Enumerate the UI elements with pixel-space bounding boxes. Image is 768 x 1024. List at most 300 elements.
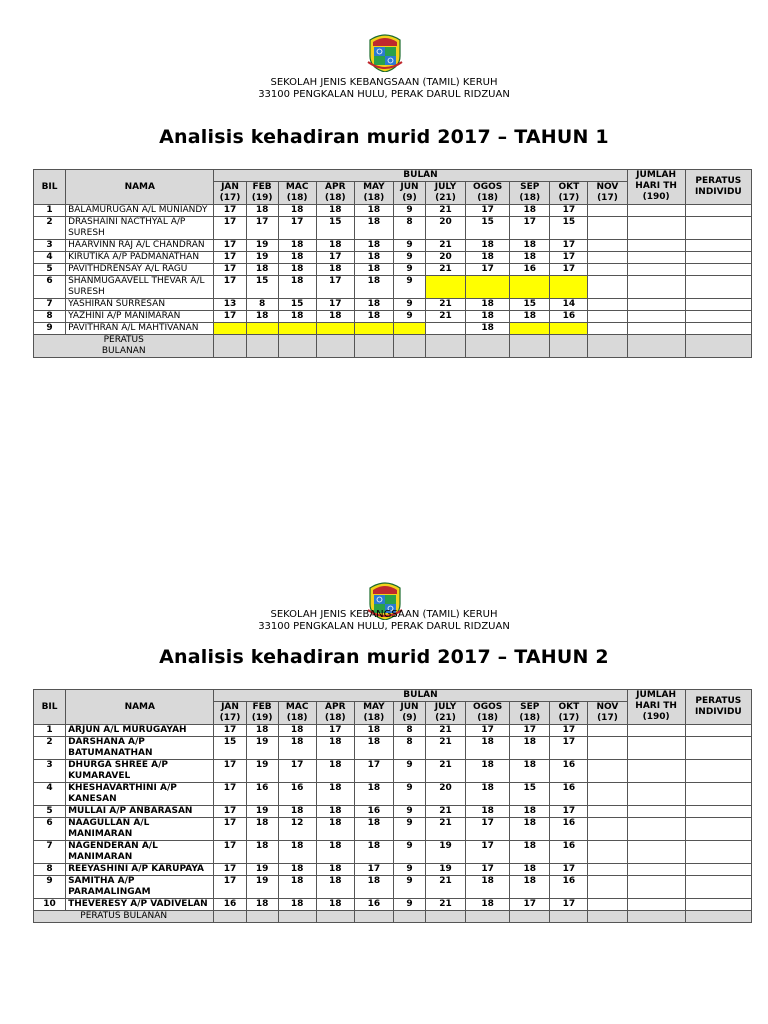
cell-jan: 17	[214, 264, 246, 276]
cell-jun	[393, 323, 425, 335]
cell-mac: 17	[278, 760, 316, 783]
cell-jan: 17	[214, 725, 246, 737]
month-days: (17)	[219, 713, 241, 723]
month-name: FEB	[252, 702, 272, 712]
cell-peratus	[685, 205, 751, 217]
footer-cell	[354, 335, 393, 358]
cell-feb: 18	[246, 264, 278, 276]
row-bil: 6	[34, 276, 66, 299]
cell-nov	[588, 818, 627, 841]
cell-nov	[588, 299, 627, 311]
footer-cell	[466, 911, 510, 923]
cell-jan: 17	[214, 818, 246, 841]
table-row	[34, 864, 752, 876]
cell-jan	[214, 323, 246, 335]
cell-jun: 9	[393, 276, 425, 299]
school-name: SEKOLAH JENIS KEBANGSAAN (TAMIL) KERUH	[270, 77, 498, 88]
cell-apr: 17	[316, 276, 354, 299]
month-days: (18)	[363, 193, 385, 203]
month-name: OGOS	[473, 702, 503, 712]
cell-ogos: 17	[466, 264, 510, 276]
month-name: APR	[325, 702, 346, 712]
footer-cell	[246, 335, 278, 358]
row-name: DARSHANA A/P BATUMANATHAN	[66, 737, 214, 760]
row-bil: 3	[34, 760, 66, 783]
cell-sep: 18	[510, 240, 550, 252]
month-days: (18)	[477, 193, 499, 203]
cell-peratus	[685, 252, 751, 264]
cell-jumlah	[627, 205, 685, 217]
month-header-jun	[393, 702, 425, 725]
cell-nov	[588, 240, 627, 252]
cell-jumlah	[627, 876, 685, 899]
cell-peratus	[685, 841, 751, 864]
cell-feb: 19	[246, 876, 278, 899]
school-address: 33100 PENGKALAN HULU, PERAK DARUL RIDZUAN	[258, 621, 510, 632]
cell-sep: 18	[510, 205, 550, 217]
cell-july	[425, 323, 465, 335]
month-header-may	[354, 182, 393, 205]
cell-mac: 18	[278, 864, 316, 876]
cell-ogos	[466, 276, 510, 299]
footer-row	[34, 335, 752, 358]
cell-jan: 17	[214, 864, 246, 876]
table-row	[34, 876, 752, 899]
cell-okt: 17	[550, 806, 588, 818]
footer-cell	[393, 911, 425, 923]
month-header-nov	[588, 702, 627, 725]
header-bulan: BULAN	[214, 170, 627, 182]
cell-feb: 19	[246, 864, 278, 876]
cell-apr: 18	[316, 806, 354, 818]
cell-july: 19	[425, 841, 465, 864]
footer-cell	[214, 335, 246, 358]
cell-jumlah	[627, 217, 685, 240]
month-days: (17)	[597, 193, 618, 203]
cell-jun: 9	[393, 311, 425, 323]
cell-may: 18	[354, 264, 393, 276]
cell-jun: 8	[393, 725, 425, 737]
peratus-total-cell	[685, 911, 751, 923]
cell-peratus	[685, 737, 751, 760]
cell-nov	[588, 264, 627, 276]
cell-okt	[550, 276, 588, 299]
row-name: MULLAI A/P ANBARASAN	[66, 806, 214, 818]
table-row	[34, 264, 752, 276]
cell-july: 21	[425, 806, 465, 818]
cell-jumlah	[627, 899, 685, 911]
cell-peratus	[685, 217, 751, 240]
footer-cell	[278, 335, 316, 358]
row-bil: 4	[34, 252, 66, 264]
month-days: (19)	[251, 193, 273, 203]
cell-mac: 18	[278, 252, 316, 264]
cell-july: 20	[425, 783, 465, 806]
cell-mac: 18	[278, 240, 316, 252]
cell-jumlah	[627, 841, 685, 864]
peratus-total-cell	[685, 335, 751, 358]
cell-sep: 18	[510, 252, 550, 264]
cell-jumlah	[627, 806, 685, 818]
cell-jan: 17	[214, 240, 246, 252]
row-name: REEYASHINI A/P KARUPAYA	[66, 864, 214, 876]
footer-cell	[510, 335, 550, 358]
cell-jan: 17	[214, 276, 246, 299]
month-name: NOV	[596, 702, 619, 712]
cell-jumlah	[627, 818, 685, 841]
month-header-sep	[510, 702, 550, 725]
cell-jun: 9	[393, 806, 425, 818]
cell-apr: 18	[316, 783, 354, 806]
month-header-jan	[214, 702, 246, 725]
row-bil: 9	[34, 876, 66, 899]
month-days: (18)	[519, 713, 541, 723]
cell-mac: 18	[278, 311, 316, 323]
month-name: OKT	[558, 182, 580, 192]
month-name: MAY	[363, 182, 385, 192]
month-name: FEB	[252, 182, 272, 192]
cell-may	[354, 323, 393, 335]
month-days: (21)	[435, 713, 456, 723]
cell-jan: 17	[214, 783, 246, 806]
table-row	[34, 818, 752, 841]
peratus-bulanan-label: PERATUS BULANAN	[34, 911, 214, 923]
cell-mac: 18	[278, 737, 316, 760]
cell-july: 21	[425, 760, 465, 783]
row-name: NAAGULLAN A/L MANIMARAN	[66, 818, 214, 841]
footer-cell	[466, 335, 510, 358]
month-name: OKT	[558, 702, 580, 712]
cell-ogos: 15	[466, 217, 510, 240]
month-name: APR	[325, 182, 346, 192]
row-name: DHURGA SHREE A/P KUMARAVEL	[66, 760, 214, 783]
cell-sep: 18	[510, 760, 550, 783]
row-bil: 8	[34, 311, 66, 323]
cell-may: 18	[354, 240, 393, 252]
cell-jan: 13	[214, 299, 246, 311]
cell-apr: 18	[316, 760, 354, 783]
row-name: HAARVINN RAJ A/L CHANDRAN	[66, 240, 214, 252]
footer-cell	[214, 911, 246, 923]
month-name: SEP	[520, 702, 540, 712]
cell-okt: 17	[550, 864, 588, 876]
attendance-table-tahun-2	[33, 689, 752, 923]
table-row	[34, 323, 752, 335]
cell-okt: 16	[550, 311, 588, 323]
cell-jan: 16	[214, 899, 246, 911]
cell-nov	[588, 323, 627, 335]
cell-ogos: 18	[466, 323, 510, 335]
cell-apr: 17	[316, 725, 354, 737]
row-name: ARJUN A/L MURUGAYAH	[66, 725, 214, 737]
school-header	[0, 609, 768, 633]
header-jumlah-hari: JUMLAH HARI TH (190)	[627, 690, 685, 725]
cell-peratus	[685, 264, 751, 276]
cell-jumlah	[627, 737, 685, 760]
cell-feb: 15	[246, 276, 278, 299]
cell-may: 18	[354, 841, 393, 864]
cell-peratus	[685, 725, 751, 737]
row-name: YAZHINI A/P MANIMARAN	[66, 311, 214, 323]
month-days: (17)	[558, 713, 580, 723]
month-header-mac	[278, 702, 316, 725]
cell-apr: 18	[316, 864, 354, 876]
cell-may: 18	[354, 737, 393, 760]
cell-jan: 17	[214, 876, 246, 899]
cell-sep: 18	[510, 737, 550, 760]
cell-jan: 17	[214, 252, 246, 264]
cell-feb: 19	[246, 737, 278, 760]
table-row	[34, 783, 752, 806]
school-address: 33100 PENGKALAN HULU, PERAK DARUL RIDZUAN	[258, 89, 510, 100]
cell-jun: 9	[393, 876, 425, 899]
cell-okt: 16	[550, 876, 588, 899]
footer-row	[34, 911, 752, 923]
header-bulan: BULAN	[214, 690, 627, 702]
cell-july	[425, 276, 465, 299]
header-peratus-individu: PERATUS INDIVIDU	[685, 170, 751, 205]
footer-cell	[588, 911, 627, 923]
cell-ogos: 18	[466, 252, 510, 264]
cell-okt: 15	[550, 217, 588, 240]
footer-cell	[246, 911, 278, 923]
cell-peratus	[685, 818, 751, 841]
month-header-mac	[278, 182, 316, 205]
cell-apr: 17	[316, 299, 354, 311]
cell-sep	[510, 276, 550, 299]
peratus-bulanan-label: PERATUS BULANAN	[34, 335, 214, 358]
cell-july: 20	[425, 217, 465, 240]
cell-ogos: 17	[466, 205, 510, 217]
cell-sep: 17	[510, 217, 550, 240]
month-days: (9)	[402, 713, 417, 723]
cell-okt: 17	[550, 252, 588, 264]
row-bil: 10	[34, 899, 66, 911]
month-header-july	[425, 702, 465, 725]
row-bil: 5	[34, 264, 66, 276]
cell-sep: 18	[510, 818, 550, 841]
cell-okt: 17	[550, 725, 588, 737]
month-name: JUN	[400, 182, 419, 192]
cell-sep: 15	[510, 299, 550, 311]
cell-jumlah	[627, 725, 685, 737]
cell-feb: 18	[246, 725, 278, 737]
cell-feb: 16	[246, 783, 278, 806]
footer-cell	[588, 335, 627, 358]
cell-okt: 16	[550, 783, 588, 806]
cell-okt: 17	[550, 264, 588, 276]
cell-okt	[550, 323, 588, 335]
cell-jun: 9	[393, 864, 425, 876]
cell-mac: 15	[278, 299, 316, 311]
cell-mac: 18	[278, 264, 316, 276]
cell-apr: 18	[316, 899, 354, 911]
cell-peratus	[685, 899, 751, 911]
month-header-feb	[246, 702, 278, 725]
month-days: (17)	[219, 193, 241, 203]
cell-apr: 18	[316, 264, 354, 276]
cell-jun: 9	[393, 760, 425, 783]
footer-cell	[425, 911, 465, 923]
row-bil: 1	[34, 205, 66, 217]
cell-july: 21	[425, 311, 465, 323]
cell-may: 18	[354, 205, 393, 217]
cell-peratus	[685, 783, 751, 806]
month-days: (18)	[477, 713, 499, 723]
cell-feb: 19	[246, 252, 278, 264]
attendance-table-tahun-1	[33, 169, 752, 358]
cell-may: 18	[354, 876, 393, 899]
cell-jun: 8	[393, 737, 425, 760]
cell-jun: 8	[393, 217, 425, 240]
month-name: JUN	[400, 702, 419, 712]
table-body	[34, 205, 752, 358]
cell-jun: 9	[393, 818, 425, 841]
cell-peratus	[685, 760, 751, 783]
month-days: (17)	[558, 193, 580, 203]
cell-okt: 17	[550, 899, 588, 911]
cell-jan: 17	[214, 217, 246, 240]
cell-may: 18	[354, 311, 393, 323]
row-name: PAVITHRAN A/L MAHTIVANAN	[66, 323, 214, 335]
cell-sep: 18	[510, 841, 550, 864]
school-header	[0, 77, 768, 101]
month-days: (18)	[519, 193, 541, 203]
cell-apr: 15	[316, 217, 354, 240]
cell-sep: 18	[510, 311, 550, 323]
row-name: SHANMUGAAVELL THEVAR A/L SURESH	[66, 276, 214, 299]
cell-apr: 18	[316, 818, 354, 841]
cell-may: 17	[354, 864, 393, 876]
cell-peratus	[685, 299, 751, 311]
row-bil: 6	[34, 818, 66, 841]
cell-jan: 17	[214, 311, 246, 323]
school-crest-logo	[367, 32, 403, 72]
cell-may: 18	[354, 276, 393, 299]
month-header-may	[354, 702, 393, 725]
cell-jun: 9	[393, 899, 425, 911]
table-row	[34, 737, 752, 760]
cell-july: 19	[425, 864, 465, 876]
cell-okt: 17	[550, 205, 588, 217]
cell-jumlah	[627, 276, 685, 299]
footer-cell	[627, 335, 685, 358]
month-days: (18)	[324, 193, 346, 203]
cell-nov	[588, 276, 627, 299]
cell-sep: 18	[510, 806, 550, 818]
cell-mac: 18	[278, 205, 316, 217]
cell-jun: 9	[393, 252, 425, 264]
cell-july: 21	[425, 899, 465, 911]
cell-sep: 17	[510, 725, 550, 737]
cell-feb: 19	[246, 760, 278, 783]
table-row	[34, 760, 752, 783]
page-title-tahun-2: Analisis kehadiran murid 2017 – TAHUN 2	[159, 646, 609, 668]
cell-nov	[588, 806, 627, 818]
row-name: SAMITHA A/P PARAMALINGAM	[66, 876, 214, 899]
cell-nov	[588, 864, 627, 876]
month-header-okt	[550, 182, 588, 205]
school-name: SEKOLAH JENIS KEBANGSAAN (TAMIL) KERUH	[270, 609, 498, 620]
table-row	[34, 806, 752, 818]
cell-ogos: 18	[466, 240, 510, 252]
cell-peratus	[685, 240, 751, 252]
row-bil: 7	[34, 841, 66, 864]
cell-ogos: 18	[466, 760, 510, 783]
cell-mac	[278, 323, 316, 335]
month-header-feb	[246, 182, 278, 205]
row-bil: 8	[34, 864, 66, 876]
cell-jumlah	[627, 783, 685, 806]
row-bil: 7	[34, 299, 66, 311]
header-nama: NAMA	[66, 170, 214, 205]
cell-peratus	[685, 864, 751, 876]
cell-feb: 19	[246, 806, 278, 818]
row-bil: 4	[34, 783, 66, 806]
month-header-jun	[393, 182, 425, 205]
cell-ogos: 17	[466, 818, 510, 841]
cell-nov	[588, 760, 627, 783]
header-bil: BIL	[34, 690, 66, 725]
cell-nov	[588, 205, 627, 217]
cell-may: 17	[354, 760, 393, 783]
cell-feb: 18	[246, 205, 278, 217]
footer-cell	[278, 911, 316, 923]
month-days: (21)	[435, 193, 456, 203]
cell-jan: 17	[214, 760, 246, 783]
footer-cell	[550, 335, 588, 358]
cell-july: 21	[425, 264, 465, 276]
header-bil: BIL	[34, 170, 66, 205]
footer-cell	[316, 335, 354, 358]
cell-may: 18	[354, 252, 393, 264]
month-header-apr	[316, 182, 354, 205]
table-row	[34, 841, 752, 864]
cell-jumlah	[627, 299, 685, 311]
cell-nov	[588, 252, 627, 264]
cell-ogos: 18	[466, 899, 510, 911]
row-name: BALAMURUGAN A/L MUNIANDY	[66, 205, 214, 217]
cell-feb: 17	[246, 217, 278, 240]
cell-apr: 18	[316, 205, 354, 217]
cell-okt: 17	[550, 737, 588, 760]
cell-jumlah	[627, 311, 685, 323]
cell-nov	[588, 783, 627, 806]
cell-okt: 16	[550, 818, 588, 841]
month-days: (9)	[402, 193, 417, 203]
cell-mac: 12	[278, 818, 316, 841]
cell-okt: 17	[550, 240, 588, 252]
cell-mac: 18	[278, 725, 316, 737]
row-name: KIRUTIKA A/P PADMANATHAN	[66, 252, 214, 264]
row-name: DRASHAINI NACTHYAL A/P SURESH	[66, 217, 214, 240]
header-jumlah-hari: JUMLAH HARI TH (190)	[627, 170, 685, 205]
cell-jun: 9	[393, 240, 425, 252]
cell-jan: 17	[214, 205, 246, 217]
month-name: MAC	[285, 182, 309, 192]
row-name: PAVITHDRENSAY A/L RAGU	[66, 264, 214, 276]
cell-peratus	[685, 323, 751, 335]
cell-jumlah	[627, 864, 685, 876]
header-nama: NAMA	[66, 690, 214, 725]
month-header-july	[425, 182, 465, 205]
cell-nov	[588, 841, 627, 864]
table-body	[34, 725, 752, 923]
cell-apr: 17	[316, 252, 354, 264]
month-header-okt	[550, 702, 588, 725]
cell-may: 18	[354, 217, 393, 240]
cell-jumlah	[627, 323, 685, 335]
